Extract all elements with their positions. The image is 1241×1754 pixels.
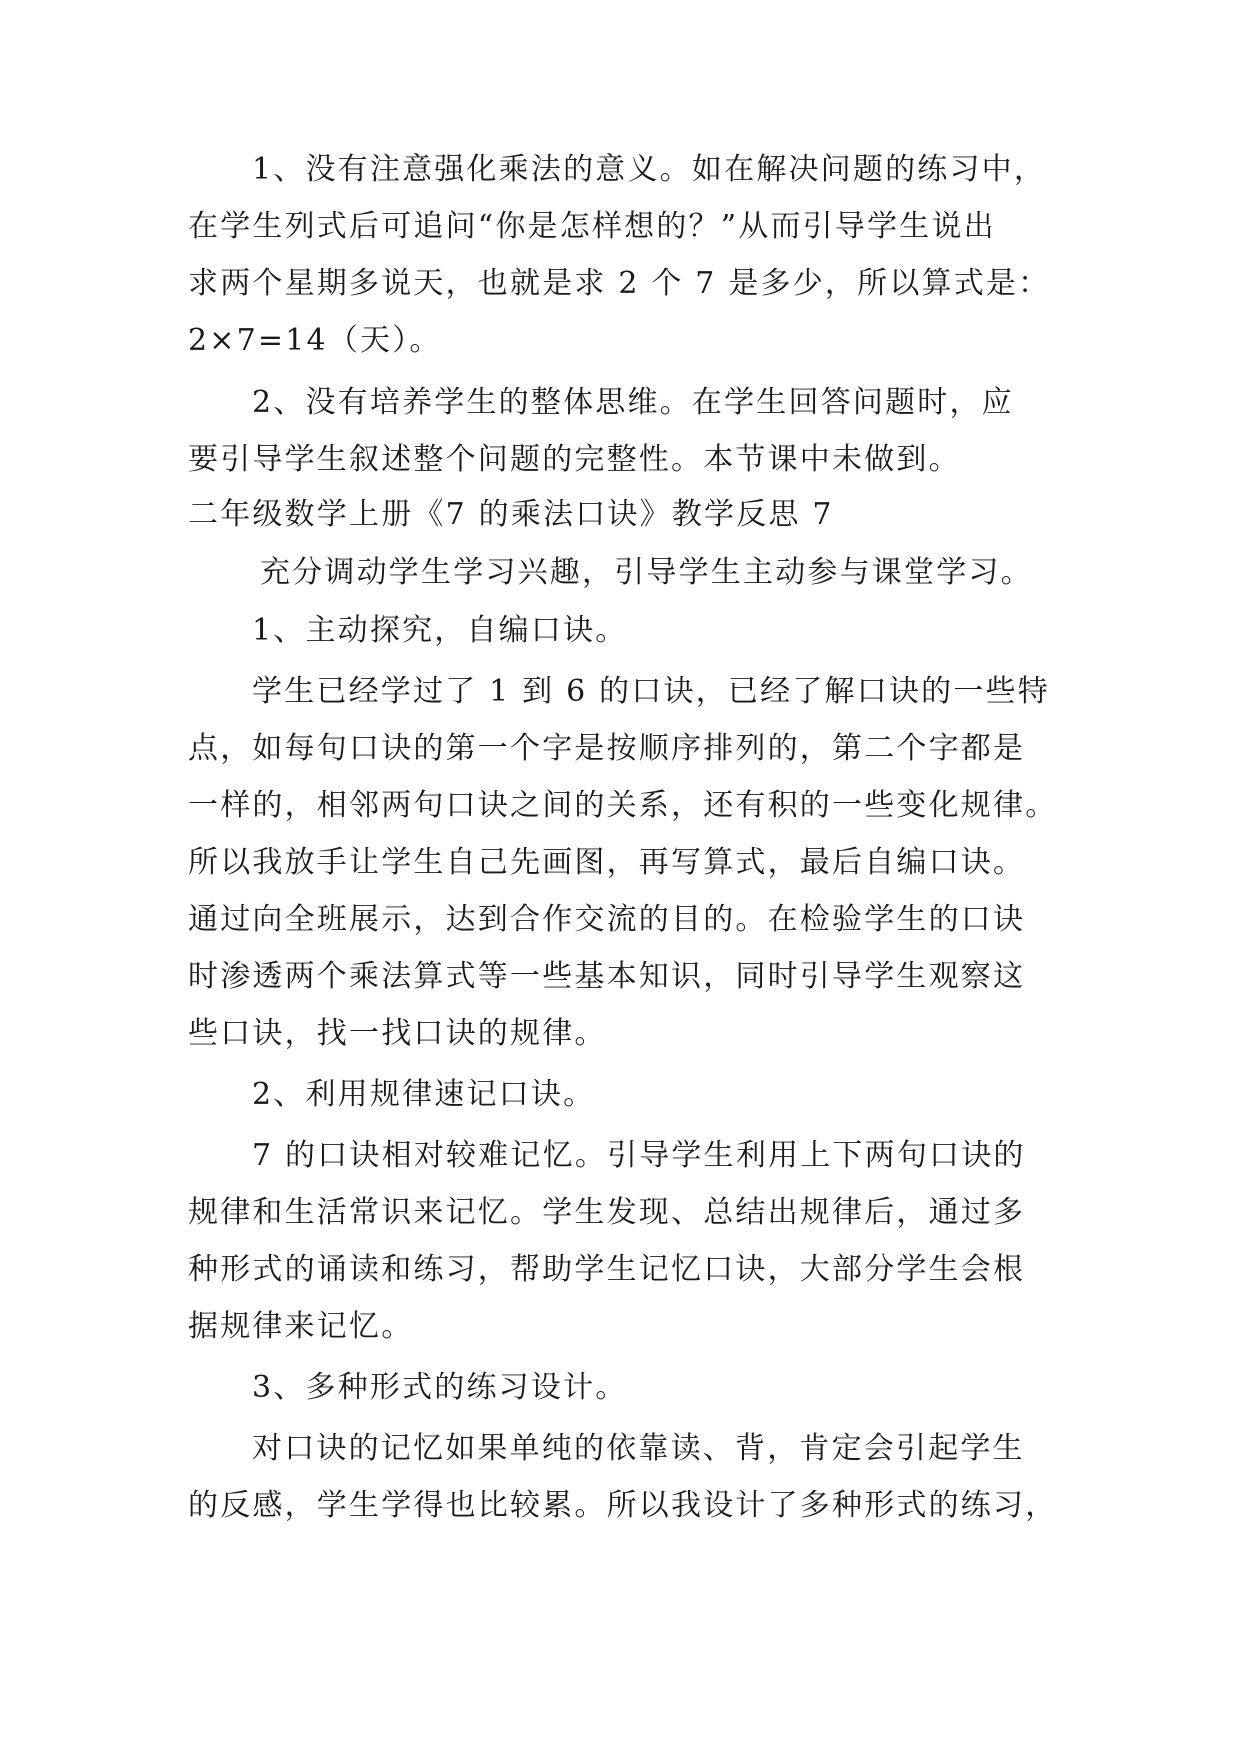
paragraph-line: 些口诀，找一找口诀的规律。 xyxy=(188,1016,607,1051)
paragraph-line: 对口诀的记忆如果单纯的依靠读、背，肯定会引起学生 xyxy=(252,1431,1025,1466)
paragraph-line: 1、没有注意强化乘法的意义。如在解决问题的练习中， xyxy=(252,152,1047,187)
paragraph-line: 求两个星期多说天，也就是求 2 个 7 是多少，所以算式是： xyxy=(188,266,1051,301)
paragraph-line: 2×7=14（天）。 xyxy=(188,323,442,358)
paragraph-line: 要引导学生叙述整个问题的完整性。本节课中未做到。 xyxy=(188,442,961,477)
paragraph-line: 在学生列式后可追问“你是怎样想的？”从而引导学生说出 xyxy=(188,209,996,244)
paragraph-line: 一样的，相邻两句口诀之间的关系，还有积的一些变化规律。 xyxy=(188,788,1058,823)
list-item: 2、利用规律速记口诀。 xyxy=(252,1077,596,1112)
paragraph-line: 规律和生活常识来记忆。学生发现、总结出规律后，通过多 xyxy=(188,1195,1026,1230)
paragraph-line: 时渗透两个乘法算式等一些基本知识，同时引导学生观察这 xyxy=(188,959,1026,994)
paragraph-line: 据规律来记忆。 xyxy=(188,1309,414,1344)
paragraph-line: 种形式的诵读和练习，帮助学生记忆口诀，大部分学生会根 xyxy=(188,1252,1026,1287)
list-item: 1、主动探究，自编口诀。 xyxy=(252,613,628,648)
paragraph-line: 点，如每句口诀的第一个字是按顺序排列的，第二个字都是 xyxy=(188,731,1026,766)
section-heading: 二年级数学上册《7 的乘法口诀》教学反思 7 xyxy=(188,497,834,532)
paragraph-line: 7 的口诀相对较难记忆。引导学生利用上下两句口诀的 xyxy=(252,1138,1026,1173)
paragraph-line: 学生已经学过了 1 到 6 的口诀，已经了解口诀的一些特 xyxy=(252,674,1050,709)
paragraph-line: 通过向全班展示，达到合作交流的目的。在检验学生的口诀 xyxy=(188,902,1026,937)
paragraph-line: 充分调动学生学习兴趣，引导学生主动参与课堂学习。 xyxy=(260,555,1033,590)
paragraph-line: 的反感，学生学得也比较累。所以我设计了多种形式的练习， xyxy=(188,1488,1058,1523)
paragraph-line: 所以我放手让学生自己先画图，再写算式，最后自编口诀。 xyxy=(188,845,1026,880)
list-item: 3、多种形式的练习设计。 xyxy=(252,1370,628,1405)
paragraph-line: 2、没有培养学生的整体思维。在学生回答问题时，应 xyxy=(252,385,1014,420)
